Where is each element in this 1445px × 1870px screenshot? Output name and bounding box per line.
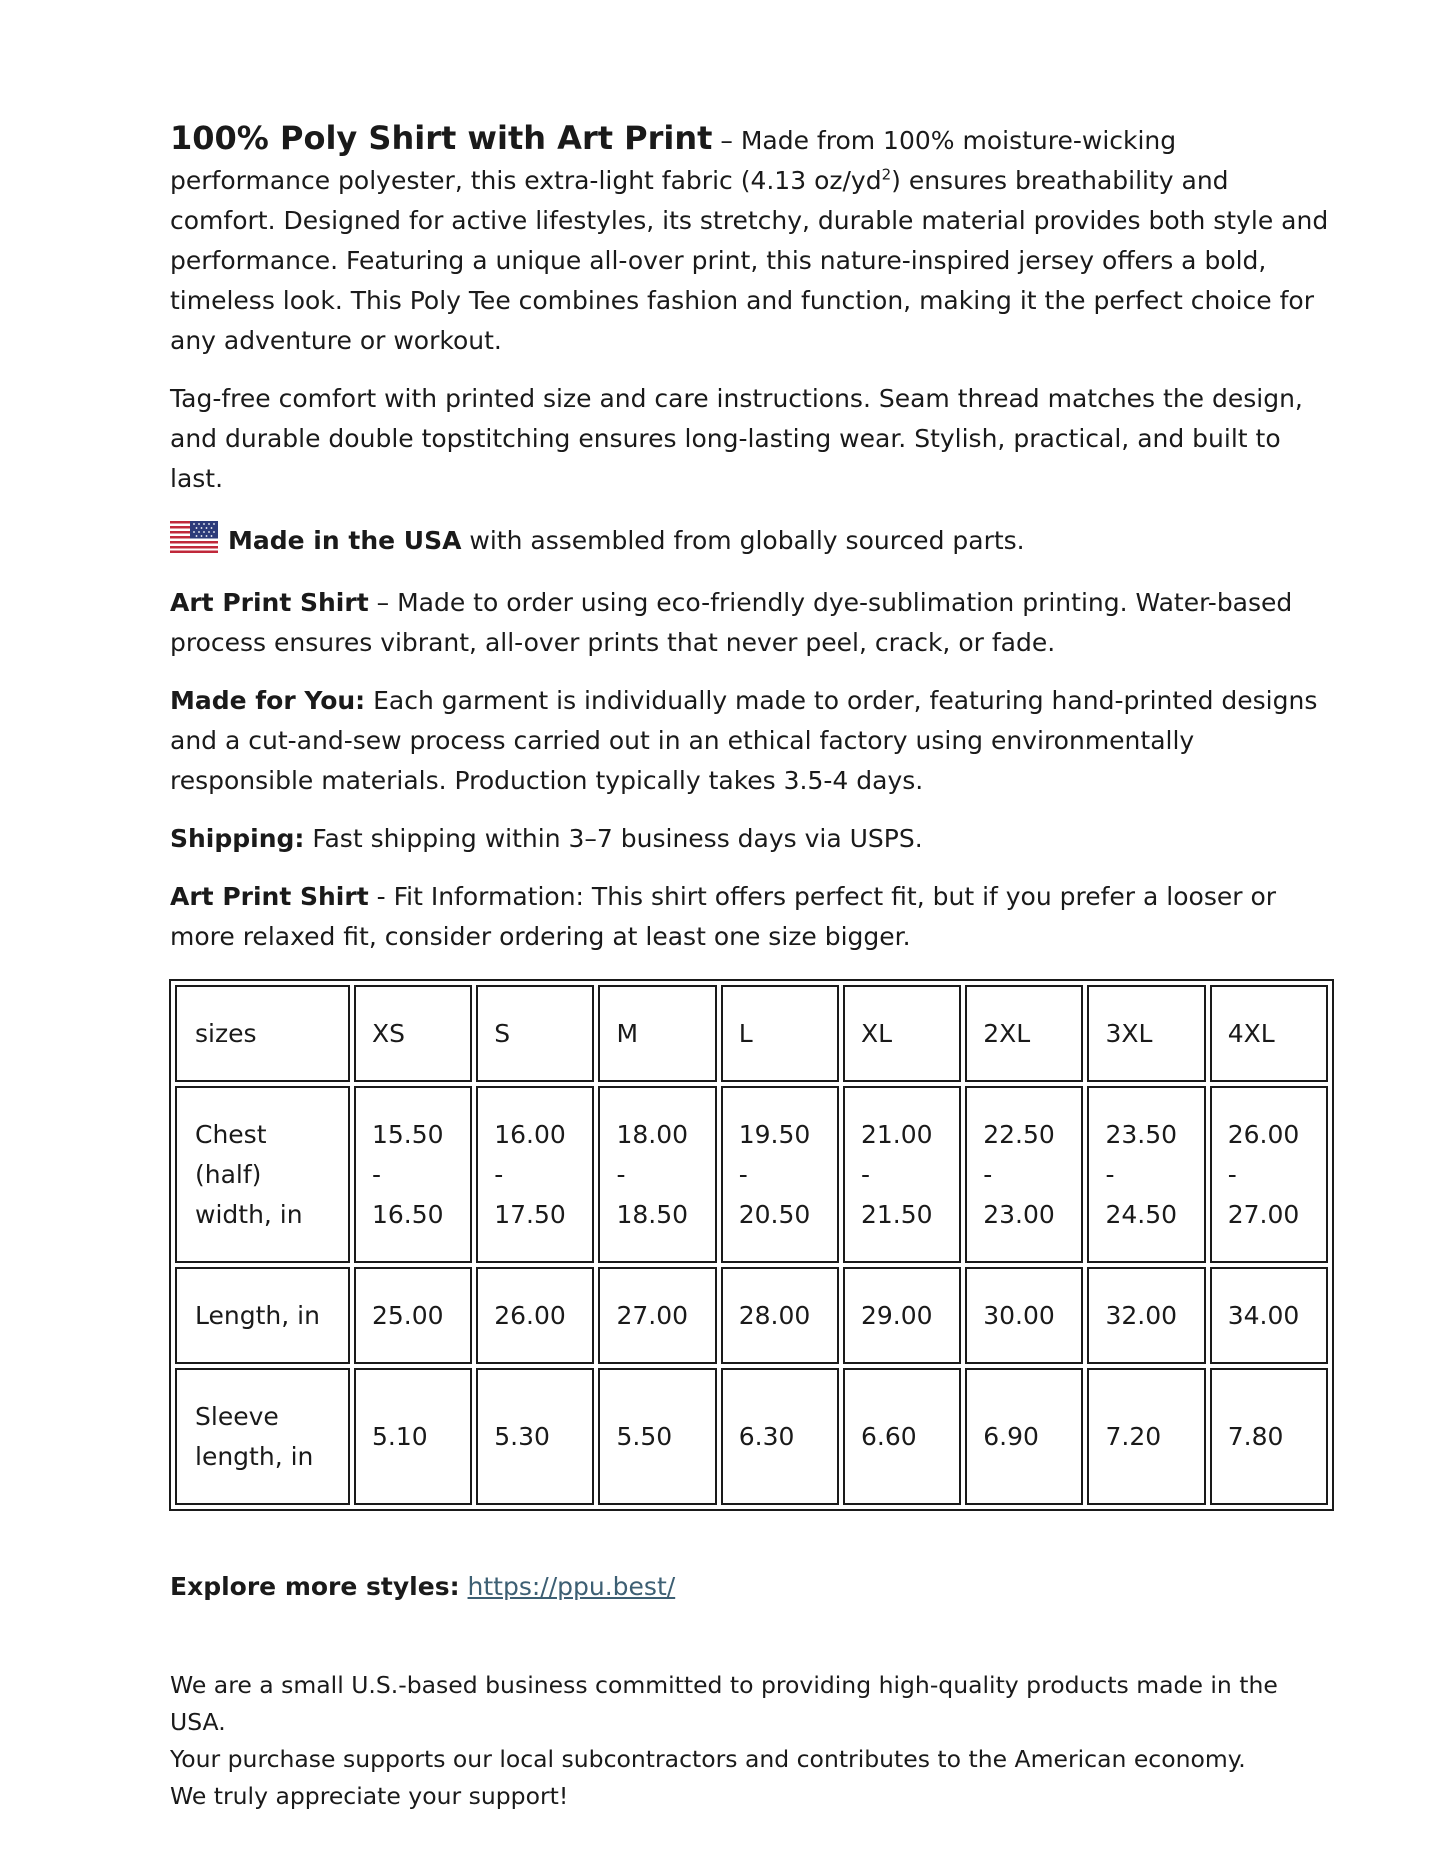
chest-range-cell — [721, 1086, 839, 1263]
sleeve-cell: 6.90 — [965, 1368, 1083, 1505]
made-in-usa-label: Made in the USA — [228, 526, 462, 555]
chest-range-cell — [598, 1086, 716, 1263]
made-for-you-text: Each garment is individually made to order, featuring hand-printed designs and a cut-and-sew process carried out in an ethical factory using environmentally responsible materials. Production typically takes 3.5-4 days. — [170, 686, 1318, 795]
length-cell: 34.00 — [1210, 1267, 1328, 1364]
sleeve-cell: 5.50 — [598, 1368, 716, 1505]
chest-range-cell — [1210, 1086, 1328, 1263]
range-dash: - — [371, 1159, 381, 1189]
range-min: 22.50 — [983, 1119, 1055, 1149]
made-in-usa-line — [170, 521, 1330, 565]
footer-line: We are a small U.S.-based business committed to providing high-quality products made in the USA. — [170, 1671, 1278, 1736]
size-cell: L — [721, 985, 839, 1082]
length-row — [175, 1267, 1328, 1364]
range-min: 26.00 — [1227, 1119, 1300, 1149]
range-max: 21.50 — [860, 1199, 933, 1229]
shipping-text: Fast shipping within 3–7 business days via USPS. — [304, 824, 923, 853]
range-dash: - — [616, 1159, 626, 1189]
sizes-label-cell: sizes — [175, 985, 350, 1082]
range-dash: - — [1105, 1159, 1115, 1189]
size-cell: 2XL — [965, 985, 1083, 1082]
range-max: 27.00 — [1227, 1199, 1300, 1229]
length-cell: 32.00 — [1087, 1267, 1205, 1364]
product-description — [170, 118, 1330, 1815]
length-cell: 25.00 — [354, 1267, 472, 1364]
fit-text: - Fit Information: This shirt offers perfect fit, but if you prefer a looser or more relaxed fit, consider ordering at least one size bigger. — [170, 882, 1277, 951]
range-max: 20.50 — [738, 1199, 811, 1229]
chest-range-cell — [965, 1086, 1083, 1263]
sleeve-cell: 5.10 — [354, 1368, 472, 1505]
fit-paragraph — [170, 877, 1330, 957]
footer-line: Your purchase supports our local subcontractors and contributes to the American economy. — [170, 1745, 1246, 1773]
footer-note — [170, 1667, 1330, 1815]
size-header-row — [175, 985, 1328, 1082]
explore-label: Explore more styles: — [170, 1572, 460, 1601]
sleeve-cell: 5.30 — [476, 1368, 594, 1505]
range-dash: - — [983, 1159, 993, 1189]
intro-paragraph — [170, 118, 1330, 361]
size-cell: XL — [843, 985, 961, 1082]
range-min: 21.00 — [860, 1119, 933, 1149]
art-print-label: Art Print Shirt — [170, 588, 369, 617]
art-print-paragraph — [170, 583, 1330, 663]
explore-line — [170, 1567, 1330, 1607]
made-in-usa-text: with assembled from globally sourced parts. — [461, 526, 1025, 555]
sleeve-cell: 7.80 — [1210, 1368, 1328, 1505]
length-cell: 28.00 — [721, 1267, 839, 1364]
made-for-you-label: Made for You: — [170, 686, 366, 715]
title-dash: – — [712, 126, 741, 155]
range-min: 16.00 — [494, 1119, 566, 1149]
range-min: 23.50 — [1105, 1119, 1178, 1149]
range-dash: - — [738, 1159, 748, 1189]
size-cell: XS — [354, 985, 472, 1082]
range-min: 18.00 — [616, 1119, 689, 1149]
range-dash: - — [860, 1159, 870, 1189]
chest-range-cell — [476, 1086, 594, 1263]
footer-line: We truly appreciate your support! — [170, 1782, 569, 1810]
shipping-paragraph — [170, 819, 1330, 859]
length-cell: 30.00 — [965, 1267, 1083, 1364]
made-for-you-paragraph — [170, 681, 1330, 801]
range-max: 23.00 — [983, 1199, 1055, 1229]
superscript: 2 — [881, 165, 892, 184]
range-max: 18.50 — [616, 1199, 689, 1229]
chest-row — [175, 1086, 1328, 1263]
length-cell: 26.00 — [476, 1267, 594, 1364]
size-chart-table — [169, 979, 1334, 1511]
range-min: 19.50 — [738, 1119, 811, 1149]
range-max: 17.50 — [494, 1199, 566, 1229]
chest-range-cell — [1087, 1086, 1205, 1263]
chest-label-cell: Chest (half) width, in — [175, 1086, 350, 1263]
range-max: 24.50 — [1105, 1199, 1178, 1229]
intro-text-rest: ) ensures breathability and comfort. Designed for active lifestyles, its stretchy, durable material provides both style and performance. Featuring a unique all-over print, this nature-inspired jersey offers a bold, timeless look. This Poly Tee combines fashion and function, making it the perfect choice for any adventure or workout. — [170, 166, 1329, 355]
us-flag-icon — [170, 521, 218, 565]
size-cell: 3XL — [1087, 985, 1205, 1082]
range-dash: - — [494, 1159, 504, 1189]
length-cell: 29.00 — [843, 1267, 961, 1364]
range-max: 16.50 — [371, 1199, 444, 1229]
size-cell: 4XL — [1210, 985, 1328, 1082]
size-cell: S — [476, 985, 594, 1082]
sleeve-label-cell: Sleeve length, in — [175, 1368, 350, 1505]
sleeve-cell: 6.60 — [843, 1368, 961, 1505]
product-title: 100% Poly Shirt with Art Print — [170, 119, 713, 157]
fit-label: Art Print Shirt — [170, 882, 369, 911]
chest-range-cell — [843, 1086, 961, 1263]
length-cell: 27.00 — [598, 1267, 716, 1364]
range-dash: - — [1227, 1159, 1237, 1189]
art-print-text: – Made to order using eco-friendly dye-sublimation printing. Water-based process ensures vibrant, all-over prints that never peel, crack, or fade. — [170, 588, 1293, 657]
size-cell: M — [598, 985, 716, 1082]
length-label-cell: Length, in — [175, 1267, 350, 1364]
sleeve-row — [175, 1368, 1328, 1505]
sleeve-cell: 6.30 — [721, 1368, 839, 1505]
chest-range-cell — [354, 1086, 472, 1263]
care-paragraph: Tag-free comfort with printed size and care instructions. Seam thread matches the design, and durable double topstitching ensures long-lasting wear. Stylish, practical, and built to last. — [170, 384, 1303, 493]
range-min: 15.50 — [371, 1119, 444, 1149]
explore-link[interactable]: https://ppu.best/ — [467, 1572, 676, 1601]
intro-text: Made from 100% moisture-wicking performance polyester, this extra-light fabric (4.13 oz/yd — [170, 126, 1177, 195]
sleeve-cell: 7.20 — [1087, 1368, 1205, 1505]
shipping-label: Shipping: — [170, 824, 305, 853]
